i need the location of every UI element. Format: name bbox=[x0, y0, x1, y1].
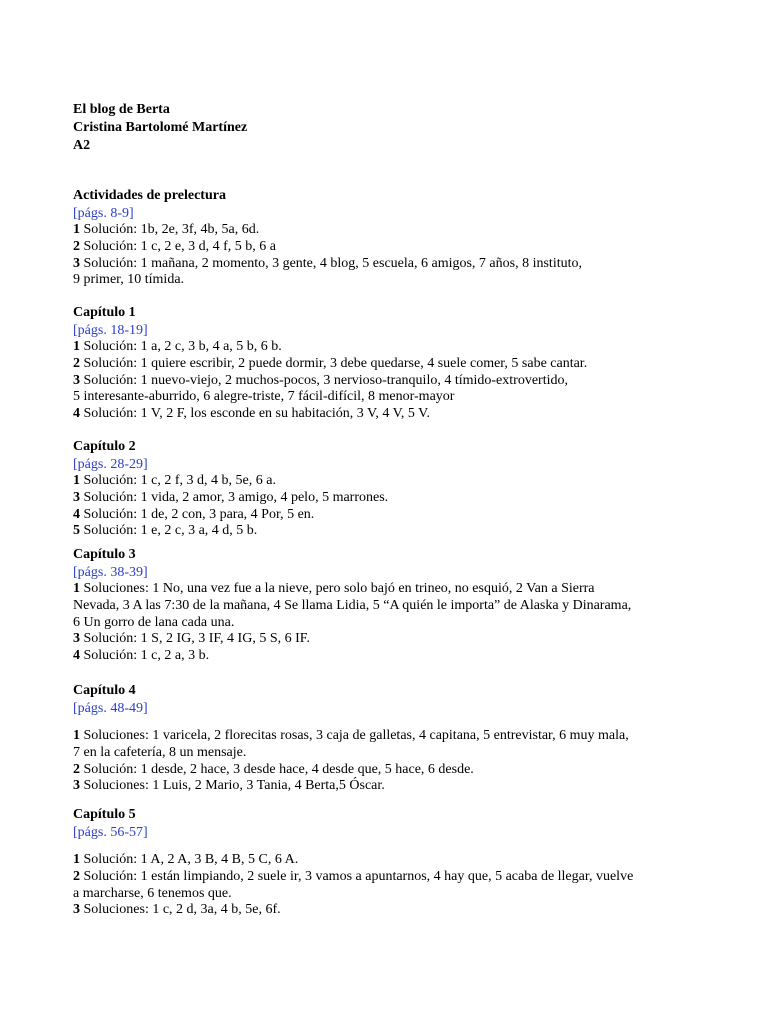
answer-line bbox=[73, 615, 723, 632]
page-reference: [págs. 8-9] bbox=[73, 206, 134, 221]
section-capitulo-2 bbox=[73, 438, 723, 540]
section-capitulo-1 bbox=[73, 304, 723, 423]
page-reference: [págs. 48-49] bbox=[73, 701, 148, 716]
answer-line bbox=[73, 778, 723, 795]
answer-line bbox=[73, 598, 723, 615]
answer-text: 9 primer, 10 tímida. bbox=[73, 272, 185, 288]
answer-text: Solución: 1 mañana, 2 momento, 3 gente, 4 blog, 5 escuela, 6 amigos, 7 años, 8 instituto, bbox=[80, 255, 582, 271]
answer-text: 5 interesante-aburrido, 6 alegre-triste, 7 fácil-difícil, 8 menor-mayor bbox=[73, 389, 455, 405]
answer-line bbox=[73, 728, 723, 745]
answer-line bbox=[73, 490, 723, 507]
book-author: Cristina Bartolomé Martínez bbox=[73, 120, 248, 135]
page-reference: [págs. 56-57] bbox=[73, 825, 148, 840]
answer-text: Solución: 1 c, 2 a, 3 b. bbox=[80, 648, 210, 664]
answer-text: a marcharse, 6 tenemos que. bbox=[73, 885, 232, 901]
answer-text: 7 en la cafetería, 8 un mensaje. bbox=[73, 744, 247, 760]
exercise-number: 2 bbox=[73, 761, 80, 777]
answer-text: Solución: 1 c, 2 f, 3 d, 4 b, 5e, 6 a. bbox=[80, 473, 276, 488]
answer-line bbox=[73, 869, 723, 886]
answer-line bbox=[73, 762, 723, 779]
spacer bbox=[73, 717, 723, 728]
section-capitulo-4 bbox=[73, 682, 723, 795]
answer-text: 6 Un gorro de lana cada una. bbox=[73, 614, 235, 630]
answer-text: Solución: 1 c, 2 e, 3 d, 4 f, 5 b, 6 a bbox=[80, 238, 276, 254]
exercise-number: 1 bbox=[73, 222, 80, 237]
answer-line bbox=[73, 389, 723, 406]
answer-line bbox=[73, 356, 723, 373]
page-reference: [págs. 38-39] bbox=[73, 565, 148, 580]
exercise-number: 3 bbox=[73, 778, 80, 794]
section-prelectura bbox=[73, 187, 723, 289]
answer-line bbox=[73, 648, 723, 665]
answer-line bbox=[73, 239, 723, 256]
answer-line bbox=[73, 406, 723, 423]
exercise-number: 3 bbox=[73, 631, 80, 647]
exercise-number: 5 bbox=[73, 523, 80, 539]
exercise-number: 3 bbox=[73, 902, 80, 918]
exercise-number: 2 bbox=[73, 355, 80, 371]
answer-text: Solución: 1 A, 2 A, 3 B, 4 B, 5 C, 6 A. bbox=[80, 852, 299, 867]
answer-text: Solución: 1 están limpiando, 2 suele ir, 3 vamos a apuntarnos, 4 hay que, 5 acaba de llegar, vuelve bbox=[80, 868, 634, 884]
section-title: Capítulo 4 bbox=[73, 683, 136, 698]
answer-line bbox=[73, 222, 723, 239]
answer-text: Solución: 1 S, 2 IG, 3 IF, 4 IG, 5 S, 6 IF. bbox=[80, 631, 310, 647]
section-capitulo-5 bbox=[73, 806, 723, 919]
answer-text: Solución: 1 desde, 2 hace, 3 desde hace, 4 desde que, 5 hace, 6 desde. bbox=[80, 761, 474, 777]
section-capitulo-3 bbox=[73, 546, 723, 665]
exercise-number: 3 bbox=[73, 372, 80, 388]
exercise-number: 1 bbox=[73, 852, 80, 867]
book-title: El blog de Berta bbox=[73, 102, 170, 117]
answer-line bbox=[73, 339, 723, 356]
answer-text: Soluciones: 1 Luis, 2 Mario, 3 Tania, 4 Berta,5 Óscar. bbox=[80, 778, 385, 794]
answer-line bbox=[73, 507, 723, 524]
answer-text: Solución: 1 de, 2 con, 3 para, 4 Por, 5 en. bbox=[80, 506, 315, 522]
answer-text: Solución: 1 V, 2 F, los esconde en su habitación, 3 V, 4 V, 5 V. bbox=[80, 406, 430, 422]
answer-text: Soluciones: 1 c, 2 d, 3a, 4 b, 5e, 6f. bbox=[80, 902, 281, 918]
answer-text: Solución: 1 nuevo-viejo, 2 muchos-pocos, 3 nervioso-tranquilo, 4 tímido-extrovertido, bbox=[80, 372, 568, 388]
exercise-number: 4 bbox=[73, 406, 80, 422]
answer-line bbox=[73, 256, 723, 273]
exercise-number: 1 bbox=[73, 581, 80, 596]
answer-text: Solución: 1 quiere escribir, 2 puede dormir, 3 debe quedarse, 4 suele comer, 5 sabe cantar. bbox=[80, 355, 588, 371]
answer-text: Solución: 1 vida, 2 amor, 3 amigo, 4 pelo, 5 marrones. bbox=[80, 489, 389, 505]
section-title: Capítulo 1 bbox=[73, 305, 136, 320]
section-title: Capítulo 2 bbox=[73, 439, 136, 454]
section-title: Actividades de prelectura bbox=[73, 188, 226, 203]
page-reference: [págs. 28-29] bbox=[73, 457, 148, 472]
answer-line bbox=[73, 902, 723, 919]
book-level: A2 bbox=[73, 138, 91, 153]
exercise-number: 3 bbox=[73, 489, 80, 505]
section-title: Capítulo 3 bbox=[73, 547, 136, 562]
answer-line bbox=[73, 581, 723, 598]
answer-line bbox=[73, 373, 723, 390]
page-reference: [págs. 18-19] bbox=[73, 323, 148, 338]
exercise-number: 4 bbox=[73, 506, 80, 522]
exercise-number: 1 bbox=[73, 339, 80, 354]
answer-text: Soluciones: 1 varicela, 2 florecitas rosas, 3 caja de galletas, 4 capitana, 5 entrevistar, 6 muy mala, bbox=[80, 728, 629, 743]
exercise-number: 1 bbox=[73, 728, 80, 743]
answer-line bbox=[73, 523, 723, 540]
answer-text: Soluciones: 1 No, una vez fue a la nieve, pero solo bajó en trineo, no esquió, 2 Van a Sierra bbox=[80, 581, 595, 596]
answer-text: Nevada, 3 A las 7:30 de la mañana, 4 Se llama Lidia, 5 “A quién le importa” de Alaska y Dinarama, bbox=[73, 597, 632, 613]
answer-line bbox=[73, 852, 723, 869]
section-title: Capítulo 5 bbox=[73, 807, 136, 822]
exercise-number: 3 bbox=[73, 255, 80, 271]
answer-line bbox=[73, 272, 723, 289]
answer-line bbox=[73, 631, 723, 648]
document-header bbox=[73, 101, 247, 155]
exercise-number: 1 bbox=[73, 473, 80, 488]
answer-line bbox=[73, 473, 723, 490]
exercise-number: 4 bbox=[73, 648, 80, 664]
answer-text: Solución: 1 e, 2 c, 3 a, 4 d, 5 b. bbox=[80, 523, 258, 539]
answer-line bbox=[73, 745, 723, 762]
answer-line bbox=[73, 886, 723, 903]
spacer bbox=[73, 841, 723, 852]
answer-text: Solución: 1 a, 2 c, 3 b, 4 a, 5 b, 6 b. bbox=[80, 339, 282, 354]
answer-text: Solución: 1b, 2e, 3f, 4b, 5a, 6d. bbox=[80, 222, 260, 237]
exercise-number: 2 bbox=[73, 868, 80, 884]
exercise-number: 2 bbox=[73, 238, 80, 254]
